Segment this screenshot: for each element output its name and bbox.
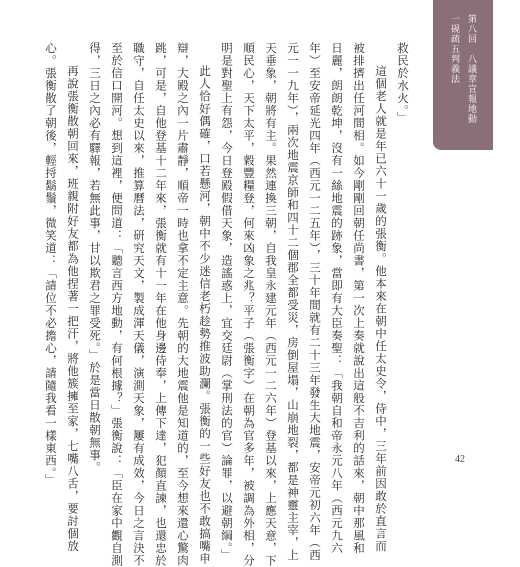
- chapter-title: 第八回 八議章宣報地動: [466, 14, 476, 124]
- text-column: 再說張衡散朝回來，班親附好友都為他捏著一把汗，將他簇擁至家，七嘴八舌，要討個放: [66, 65, 80, 553]
- text-column: 職守，自任太史以來，推算曆法，研究天文，製成渾天儀，演測天象，屢有成效，今日之言決不: [132, 42, 146, 567]
- chapter-subtitle: 一砚疏五判義法: [449, 14, 459, 84]
- text-column: 心。張衡散了朝後，輕捋鬍鬚，微笑道：「請位不必擔心，請隨我看一樣東西。」: [44, 42, 58, 487]
- text-column: 得，三日之內必有驛報，若無此事，甘以欺君之罪受死。」於是當日散朝無事。: [88, 42, 102, 474]
- text-column: 天垂象，朝將有主。果然連換三朝，自我皇永建元年（西元一二六年）登基以來，上應天意，下: [264, 42, 278, 567]
- text-column: 年）至安帝延光四年（西元一二五年），三十年間就有二十三年發生大地震，安帝元初六年（西: [308, 42, 322, 562]
- chapter-header-tab: [433, 0, 493, 150]
- text-column: 日麗，朗朗乾坤，沒有一絲地震的跡象，當即有大臣奏聖：「我朝自和帝永元八年（西元九六: [330, 42, 344, 555]
- text-column: 被排擠出任河間相。如今剛剛回朝任尚書，第一次上奏就說出這般不吉利的話來，朝中那風和: [352, 42, 366, 555]
- text-column: 此人恰好偶確，口若懸河，朝中不少迷信老朽趁勢推波助瀾。張衡的一些好友也不敢搞嘴申: [198, 65, 212, 565]
- text-column: 元一一九年），兩次地震京師和四十二個郡全都受災，房倒屋塌，山崩地裂，都是神靈主宰，上: [286, 42, 300, 562]
- text-column: 至於信口開河。想到這裡，便問道：「聽言西方地動，有何根據？」張衡說：「臣在家中觀自測: [110, 42, 124, 567]
- text-column: 救民於水火。」: [396, 42, 410, 124]
- body-text: [44, 42, 414, 567]
- text-column: 順民心，天下太平，穀豐糧登，何來凶象之兆？平子（張衡字）在朝為官多年，被調為外相，分: [242, 42, 256, 567]
- text-column: 這個老人就是年已六十一歲的張衡。他本來在朝中任太史令，侍中，三年前因敢於直言而: [374, 65, 388, 553]
- text-column: 明是對聖上有怨，今日登殿假借天象，造謠惑上，宜交廷尉（掌刑法的官）論罪，以避朝綱。」: [220, 42, 234, 562]
- page-number: 42: [455, 454, 465, 465]
- text-column: 跳，可是，自他登基十二年來，張衡就有十一年在他身邊侍奉，上傳下達，犯顏直諫，也還忠於: [154, 42, 168, 567]
- text-column: 辯，大殿之內一片肅靜，順帝一時也拿不定主意。先朝的大地震他是知道的，至今想來還心驚肉: [176, 42, 190, 567]
